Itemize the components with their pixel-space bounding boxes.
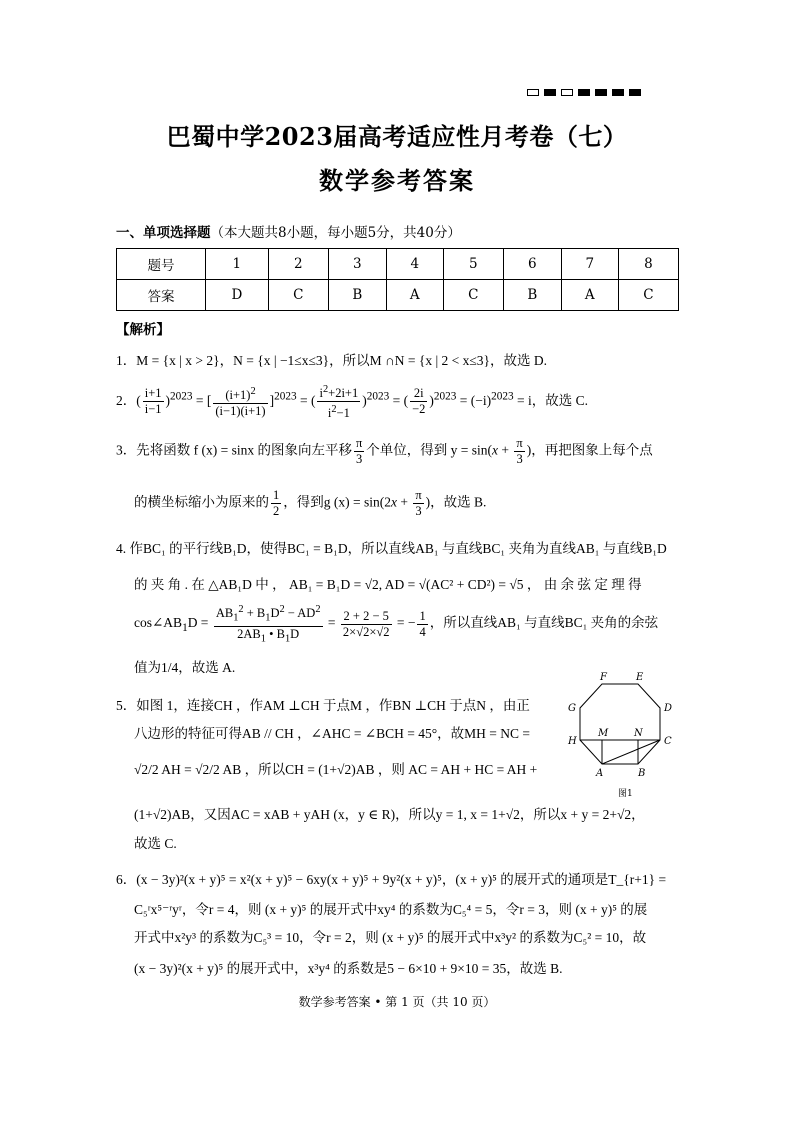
answer-table [116, 248, 679, 311]
q5-line5: 故选 C. [134, 836, 177, 851]
q6-line1: 6．(x − 3y)²(x + y)⁵ = x²(x + y)⁵ − 6xy(x + y)⁵ + 9y²(x + y)⁵，(x + y)⁵ 的展开式的通项是T_{r+1} = [116, 872, 667, 887]
label-C: C [664, 736, 672, 747]
q4-line1: 4. 作BC₁ 的平行线B₁D，使得BC₁ = B₁D，所以直线AB₁ 与直线BC₁ 夹角为直线AB₁ 与直线B₁D [116, 541, 667, 556]
figure-caption: 图1 [618, 789, 633, 799]
q6-line4: (x − 3y)²(x + y)⁵ 的展开式中，x³y⁴ 的系数是5 − 6×10 + 9×10 = 35，故选 B. [134, 961, 563, 976]
q5-line3: √2/2 AH = √2/2 AB ，所以CH = (1+√2)AB ，则 AC = AH + HC = AH + [134, 762, 538, 777]
label-H: H [568, 736, 577, 747]
q4-line2: 的 夹 角 . 在 △AB₁D 中 ， AB₁ = B₁D = √2, AD = √(AC² + CD²) = √5 ， 由 余 弦 定 理 得 [134, 577, 642, 592]
q1-solution: 1．M = {x | x > 2}，N = {x | −1≤x≤3}，所以M ∩N = {x | 2 < x≤3}，故选 D. [116, 353, 548, 368]
page-subtitle: 数学参考答案 [319, 166, 475, 195]
q4-line3: $\cos\angle AB_1D$ = $\frac{AB_1^2 + B_1D^2 - AD^2}{2AB_1 • B_1D}$ = $\frac{2 + 2 - 5}{2\times√2\times√2}$ = − $\frac{1}{4}$ ，所以直线AB₁ 与直线BC₁ 夹角的余弦 [134, 604, 659, 645]
q2-solution: 2．( $\frac{i+1}{i-1}$ )$^{2023}$ = [ $\frac{(i+1)^2}{(i-1)(i+1)}$ ]$^{2023}$ = ( $\frac{i^2+2i+1}{i^2-1}$ )$^{2023}$ = ( $\frac{2i}{-2}$ )$^{2023} = (-i)^{2023} = i$，故选 C. [116, 384, 589, 421]
label-D: D [664, 703, 673, 714]
q3-solution-line1: 3．先将函数 f (x) = sinx 的图象向左平移 $\frac{\pi}{3}$ 个单位，得到 y = sin(x + $\frac{\pi}{3}$ )，再把图象上每个点 [116, 436, 653, 466]
q6-line2: C₅ʳx⁵⁻ʳyʳ，令r = 4，则 (x + y)⁵ 的展开式中xy⁴ 的系数为C₅⁴ = 5，令r = 3，则 (x + y)⁵ 的展 [134, 902, 648, 917]
q5-line2: 八边形的特征可得AB // CH ，∠AHC = ∠BCH = 45°，故MH = NC = [134, 726, 531, 741]
q5-line4: (1+√2)AB，又因AC = xAB + yAH (x，y ∈ R)，所以y = 1, x = 1+√2，所以x + y = 2+√2， [134, 807, 645, 822]
q6-line3: 开式中x²y³ 的系数为C₅³ = 10，令r = 2，则 (x + y)⁵ 的展开式中x³y² 的系数为C₅² = 10，故 [134, 930, 647, 945]
table-row: 题号 1 2 3 4 5 6 7 8 [117, 249, 679, 280]
header-marker-boxes [527, 89, 641, 96]
page-footer: 数学参考答案 • 第 1 页（共 10 页） [298, 995, 496, 1009]
label-F: F [600, 672, 607, 683]
label-A: A [596, 768, 604, 779]
q4-line4: 值为1/4，故选 A. [134, 660, 236, 675]
table-row: 答案 D C B A C B A C [117, 280, 679, 311]
label-N: N [634, 728, 643, 739]
label-E: E [636, 672, 644, 683]
octagon-figure [560, 670, 685, 800]
q5-line1: 5．如图 1，连接CH ，作AM ⊥CH 于点M ，作BN ⊥CH 于点N ，由正 [116, 698, 530, 713]
analysis-label: 【解析】 [116, 322, 170, 338]
page-title: 巴蜀中学2023届高考适应性月考卷（七） [166, 122, 628, 151]
q3-solution-line2: 的横坐标缩小为原来的 $\frac{1}{2}$ ，得到g (x) = sin(2x + $\frac{\pi}{3}$ )，故选 B. [134, 488, 487, 518]
label-M: M [598, 728, 609, 739]
label-B: B [638, 768, 646, 779]
label-G: G [568, 703, 576, 714]
section-heading: 一、单项选择题（本大题共8小题，每小题5分，共40分） [116, 225, 461, 241]
